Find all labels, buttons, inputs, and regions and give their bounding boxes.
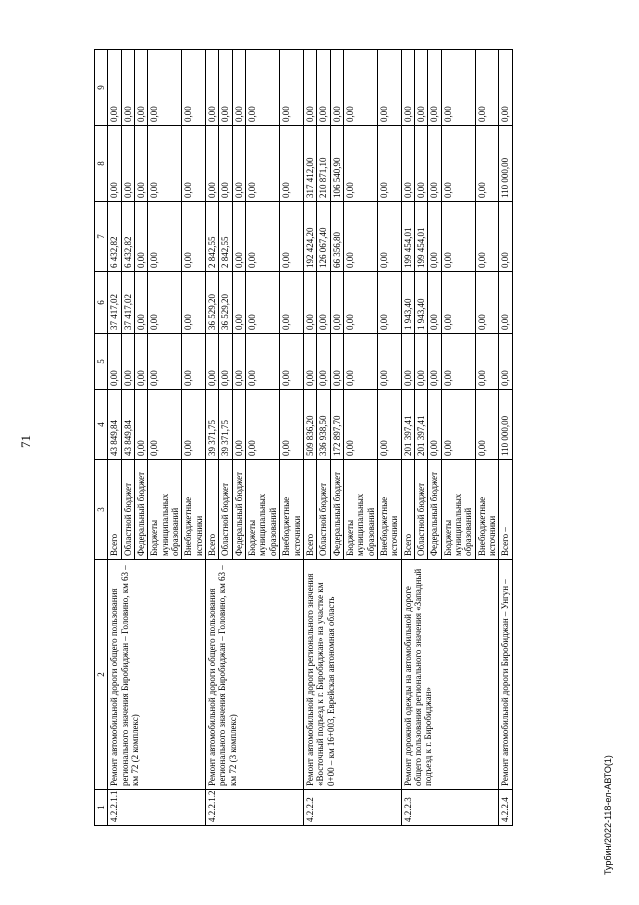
funding-source: Бюджеты муниципальных образований xyxy=(246,460,280,560)
amount-cell: 0,00 xyxy=(401,50,414,126)
amount-cell: 39 371,75 xyxy=(219,390,232,460)
amount-cell: 0,00 xyxy=(219,334,232,390)
table-body xyxy=(108,50,512,826)
funding-source: Федеральный бюджет xyxy=(232,460,245,560)
amount-cell: 110 000,00 xyxy=(499,390,512,460)
amount-cell: 0,00 xyxy=(108,334,121,390)
amount-cell: 0,00 xyxy=(428,126,441,202)
amount-cell: 0,00 xyxy=(246,202,280,272)
header-cell: 6 xyxy=(95,272,108,334)
funding-source: Всего xyxy=(206,460,219,560)
funding-source: Федеральный бюджет xyxy=(428,460,441,560)
amount-cell: 0,00 xyxy=(414,50,427,126)
amount-cell: 0,00 xyxy=(232,126,245,202)
amount-cell: 0,00 xyxy=(343,334,377,390)
amount-cell: 336 938,50 xyxy=(317,390,330,460)
amount-cell: 0,00 xyxy=(428,202,441,272)
funding-source: Внебюджетные источники xyxy=(475,460,499,560)
amount-cell: 0,00 xyxy=(428,334,441,390)
item-name: Ремонт автомобильной дороги Биробиджан – Унгун – xyxy=(499,560,512,790)
table-row xyxy=(303,50,316,826)
amount-cell: 0,00 xyxy=(280,334,304,390)
amount-cell: 1 943,40 xyxy=(414,272,427,334)
item-code: 4.2.2.4 xyxy=(499,790,512,826)
amount-cell: 199 454,01 xyxy=(401,202,414,272)
funding-source: Внебюджетные источники xyxy=(182,460,206,560)
amount-cell: 210 871,10 xyxy=(317,126,330,202)
amount-cell: 0,00 xyxy=(428,272,441,334)
amount-cell: 39 371,75 xyxy=(206,390,219,460)
amount-cell: 37 417,02 xyxy=(121,272,134,334)
amount-cell: 2 842,55 xyxy=(206,202,219,272)
amount-cell: 0,00 xyxy=(206,50,219,126)
amount-cell: 199 454,01 xyxy=(414,202,427,272)
header-cell: 1 xyxy=(95,790,108,826)
amount-cell: 0,00 xyxy=(428,390,441,460)
header-cell: 4 xyxy=(95,390,108,460)
amount-cell: 0,00 xyxy=(343,272,377,334)
amount-cell: 0,00 xyxy=(343,390,377,460)
amount-cell: 0,00 xyxy=(401,334,414,390)
funding-source: Бюджеты муниципальных образований xyxy=(441,460,475,560)
amount-cell: 126 067,40 xyxy=(317,202,330,272)
amount-cell: 0,00 xyxy=(280,50,304,126)
amount-cell: 0,00 xyxy=(280,272,304,334)
amount-cell: 0,00 xyxy=(108,50,121,126)
amount-cell: 0,00 xyxy=(246,390,280,460)
header-cell: 8 xyxy=(95,126,108,202)
amount-cell: 0,00 xyxy=(343,126,377,202)
header-row xyxy=(95,50,108,826)
amount-cell: 0,00 xyxy=(182,390,206,460)
amount-cell: 0,00 xyxy=(303,272,316,334)
amount-cell: 0,00 xyxy=(441,334,475,390)
funding-source: Областной бюджет xyxy=(414,460,427,560)
amount-cell: 0,00 xyxy=(377,390,401,460)
amount-cell: 0,00 xyxy=(246,272,280,334)
amount-cell: 0,00 xyxy=(475,126,499,202)
amount-cell: 0,00 xyxy=(343,202,377,272)
amount-cell: 0,00 xyxy=(135,202,148,272)
funding-source: Внебюджетные источники xyxy=(377,460,401,560)
amount-cell: 192 424,20 xyxy=(303,202,316,272)
amount-cell: 317 412,00 xyxy=(303,126,316,202)
item-name: Ремонт автомобильной дороги общего пользования регионального значения Биробиджан – Головино, км 63 – км 72 (3 комплекс) xyxy=(206,560,304,790)
amount-cell: 509 836,20 xyxy=(303,390,316,460)
item-code: 4.2.2.2 xyxy=(303,790,401,826)
amount-cell: 0,00 xyxy=(280,126,304,202)
rotated-table-container xyxy=(94,50,594,826)
funding-source: Всего xyxy=(108,460,121,560)
amount-cell: 0,00 xyxy=(148,334,182,390)
table-row xyxy=(206,50,219,826)
amount-cell: 1 943,40 xyxy=(401,272,414,334)
amount-cell: 0,00 xyxy=(317,272,330,334)
funding-source: Всего – xyxy=(499,460,512,560)
amount-cell: 172 897,70 xyxy=(330,390,343,460)
amount-cell: 6 432,82 xyxy=(121,202,134,272)
funding-source: Областной бюджет xyxy=(219,460,232,560)
amount-cell: 0,00 xyxy=(219,126,232,202)
funding-source: Бюджеты муниципальных образований xyxy=(148,460,182,560)
amount-cell: 0,00 xyxy=(377,334,401,390)
header-cell: 5 xyxy=(95,334,108,390)
amount-cell: 0,00 xyxy=(475,334,499,390)
amount-cell: 0,00 xyxy=(330,50,343,126)
amount-cell: 0,00 xyxy=(148,50,182,126)
amount-cell: 0,00 xyxy=(441,50,475,126)
table-row xyxy=(401,50,414,826)
header-cell: 2 xyxy=(95,560,108,790)
budget-table xyxy=(94,49,513,826)
amount-cell: 0,00 xyxy=(232,390,245,460)
amount-cell: 0,00 xyxy=(499,334,512,390)
amount-cell: 0,00 xyxy=(121,334,134,390)
amount-cell: 0,00 xyxy=(148,390,182,460)
amount-cell: 0,00 xyxy=(377,202,401,272)
funding-source: Федеральный бюджет xyxy=(330,460,343,560)
amount-cell: 0,00 xyxy=(499,202,512,272)
amount-cell: 0,00 xyxy=(441,272,475,334)
amount-cell: 0,00 xyxy=(317,50,330,126)
amount-cell: 0,00 xyxy=(414,126,427,202)
amount-cell: 0,00 xyxy=(475,202,499,272)
header-cell: 9 xyxy=(95,50,108,126)
header-cell: 3 xyxy=(95,460,108,560)
amount-cell: 0,00 xyxy=(232,334,245,390)
table-row xyxy=(499,50,512,826)
amount-cell: 43 849,84 xyxy=(108,390,121,460)
amount-cell: 2 842,55 xyxy=(219,202,232,272)
item-code: 4.2.2.3 xyxy=(401,790,499,826)
amount-cell: 0,00 xyxy=(232,272,245,334)
amount-cell: 0,00 xyxy=(232,202,245,272)
amount-cell: 0,00 xyxy=(441,126,475,202)
amount-cell: 106 540,90 xyxy=(330,126,343,202)
amount-cell: 0,00 xyxy=(499,50,512,126)
amount-cell: 0,00 xyxy=(135,390,148,460)
amount-cell: 37 417,02 xyxy=(108,272,121,334)
amount-cell: 36 529,20 xyxy=(219,272,232,334)
amount-cell: 0,00 xyxy=(246,126,280,202)
amount-cell: 0,00 xyxy=(330,272,343,334)
funding-source: Всего xyxy=(401,460,414,560)
amount-cell: 0,00 xyxy=(280,202,304,272)
funding-source: Федеральный бюджет xyxy=(135,460,148,560)
amount-cell: 0,00 xyxy=(401,126,414,202)
amount-cell: 0,00 xyxy=(135,272,148,334)
amount-cell: 201 397,41 xyxy=(401,390,414,460)
table-row xyxy=(108,50,121,826)
amount-cell: 0,00 xyxy=(148,126,182,202)
amount-cell: 201 397,41 xyxy=(414,390,427,460)
amount-cell: 36 529,20 xyxy=(206,272,219,334)
amount-cell: 0,00 xyxy=(135,50,148,126)
amount-cell: 0,00 xyxy=(246,50,280,126)
amount-cell: 0,00 xyxy=(182,202,206,272)
amount-cell: 0,00 xyxy=(108,126,121,202)
funding-source: Областной бюджет xyxy=(317,460,330,560)
amount-cell: 0,00 xyxy=(182,334,206,390)
amount-cell: 0,00 xyxy=(475,272,499,334)
item-code: 4.2.2.1.1 xyxy=(108,790,206,826)
amount-cell: 110 000,00 xyxy=(499,126,512,202)
amount-cell: 0,00 xyxy=(135,334,148,390)
amount-cell: 66 356,80 xyxy=(330,202,343,272)
amount-cell: 0,00 xyxy=(219,50,232,126)
amount-cell: 0,00 xyxy=(182,126,206,202)
item-name: Ремонт дорожной одежды на автомобильной дороге общего пользования регионального значения «Западный подъезд к г. Биробиджан» xyxy=(401,560,499,790)
funding-source: Всего xyxy=(303,460,316,560)
funding-source: Внебюджетные источники xyxy=(280,460,304,560)
page-number: 71 xyxy=(18,435,33,448)
amount-cell: 0,00 xyxy=(499,272,512,334)
document-footer: Турбин/2022-118-ел-АВТО(1) xyxy=(603,755,613,875)
item-code: 4.2.2.1.2 xyxy=(206,790,304,826)
amount-cell: 0,00 xyxy=(475,50,499,126)
amount-cell: 6 432,82 xyxy=(108,202,121,272)
amount-cell: 0,00 xyxy=(121,50,134,126)
amount-cell: 0,00 xyxy=(206,126,219,202)
amount-cell: 0,00 xyxy=(377,50,401,126)
amount-cell: 0,00 xyxy=(377,272,401,334)
amount-cell: 0,00 xyxy=(441,202,475,272)
amount-cell: 0,00 xyxy=(148,272,182,334)
amount-cell: 0,00 xyxy=(280,390,304,460)
amount-cell: 43 849,84 xyxy=(121,390,134,460)
amount-cell: 0,00 xyxy=(414,334,427,390)
amount-cell: 0,00 xyxy=(343,50,377,126)
amount-cell: 0,00 xyxy=(206,334,219,390)
amount-cell: 0,00 xyxy=(377,126,401,202)
amount-cell: 0,00 xyxy=(428,50,441,126)
amount-cell: 0,00 xyxy=(182,50,206,126)
amount-cell: 0,00 xyxy=(121,126,134,202)
item-name: Ремонт автомобильной дороги регионального значения «Восточный подъезд к г. Биробиджан» на участке км 0+00 – км 16+003, Еврейская автономная область xyxy=(303,560,401,790)
amount-cell: 0,00 xyxy=(148,202,182,272)
amount-cell: 0,00 xyxy=(441,390,475,460)
header-cell: 7 xyxy=(95,202,108,272)
funding-source: Бюджеты муниципальных образований xyxy=(343,460,377,560)
item-name: Ремонт автомобильной дороги общего пользования регионального значения Биробиджан – Головино, км 63 – км 72 (2 комплекс) xyxy=(108,560,206,790)
amount-cell: 0,00 xyxy=(330,334,343,390)
amount-cell: 0,00 xyxy=(303,50,316,126)
amount-cell: 0,00 xyxy=(246,334,280,390)
amount-cell: 0,00 xyxy=(232,50,245,126)
amount-cell: 0,00 xyxy=(303,334,316,390)
amount-cell: 0,00 xyxy=(317,334,330,390)
amount-cell: 0,00 xyxy=(475,390,499,460)
funding-source: Областной бюджет xyxy=(121,460,134,560)
amount-cell: 0,00 xyxy=(182,272,206,334)
amount-cell: 0,00 xyxy=(135,126,148,202)
